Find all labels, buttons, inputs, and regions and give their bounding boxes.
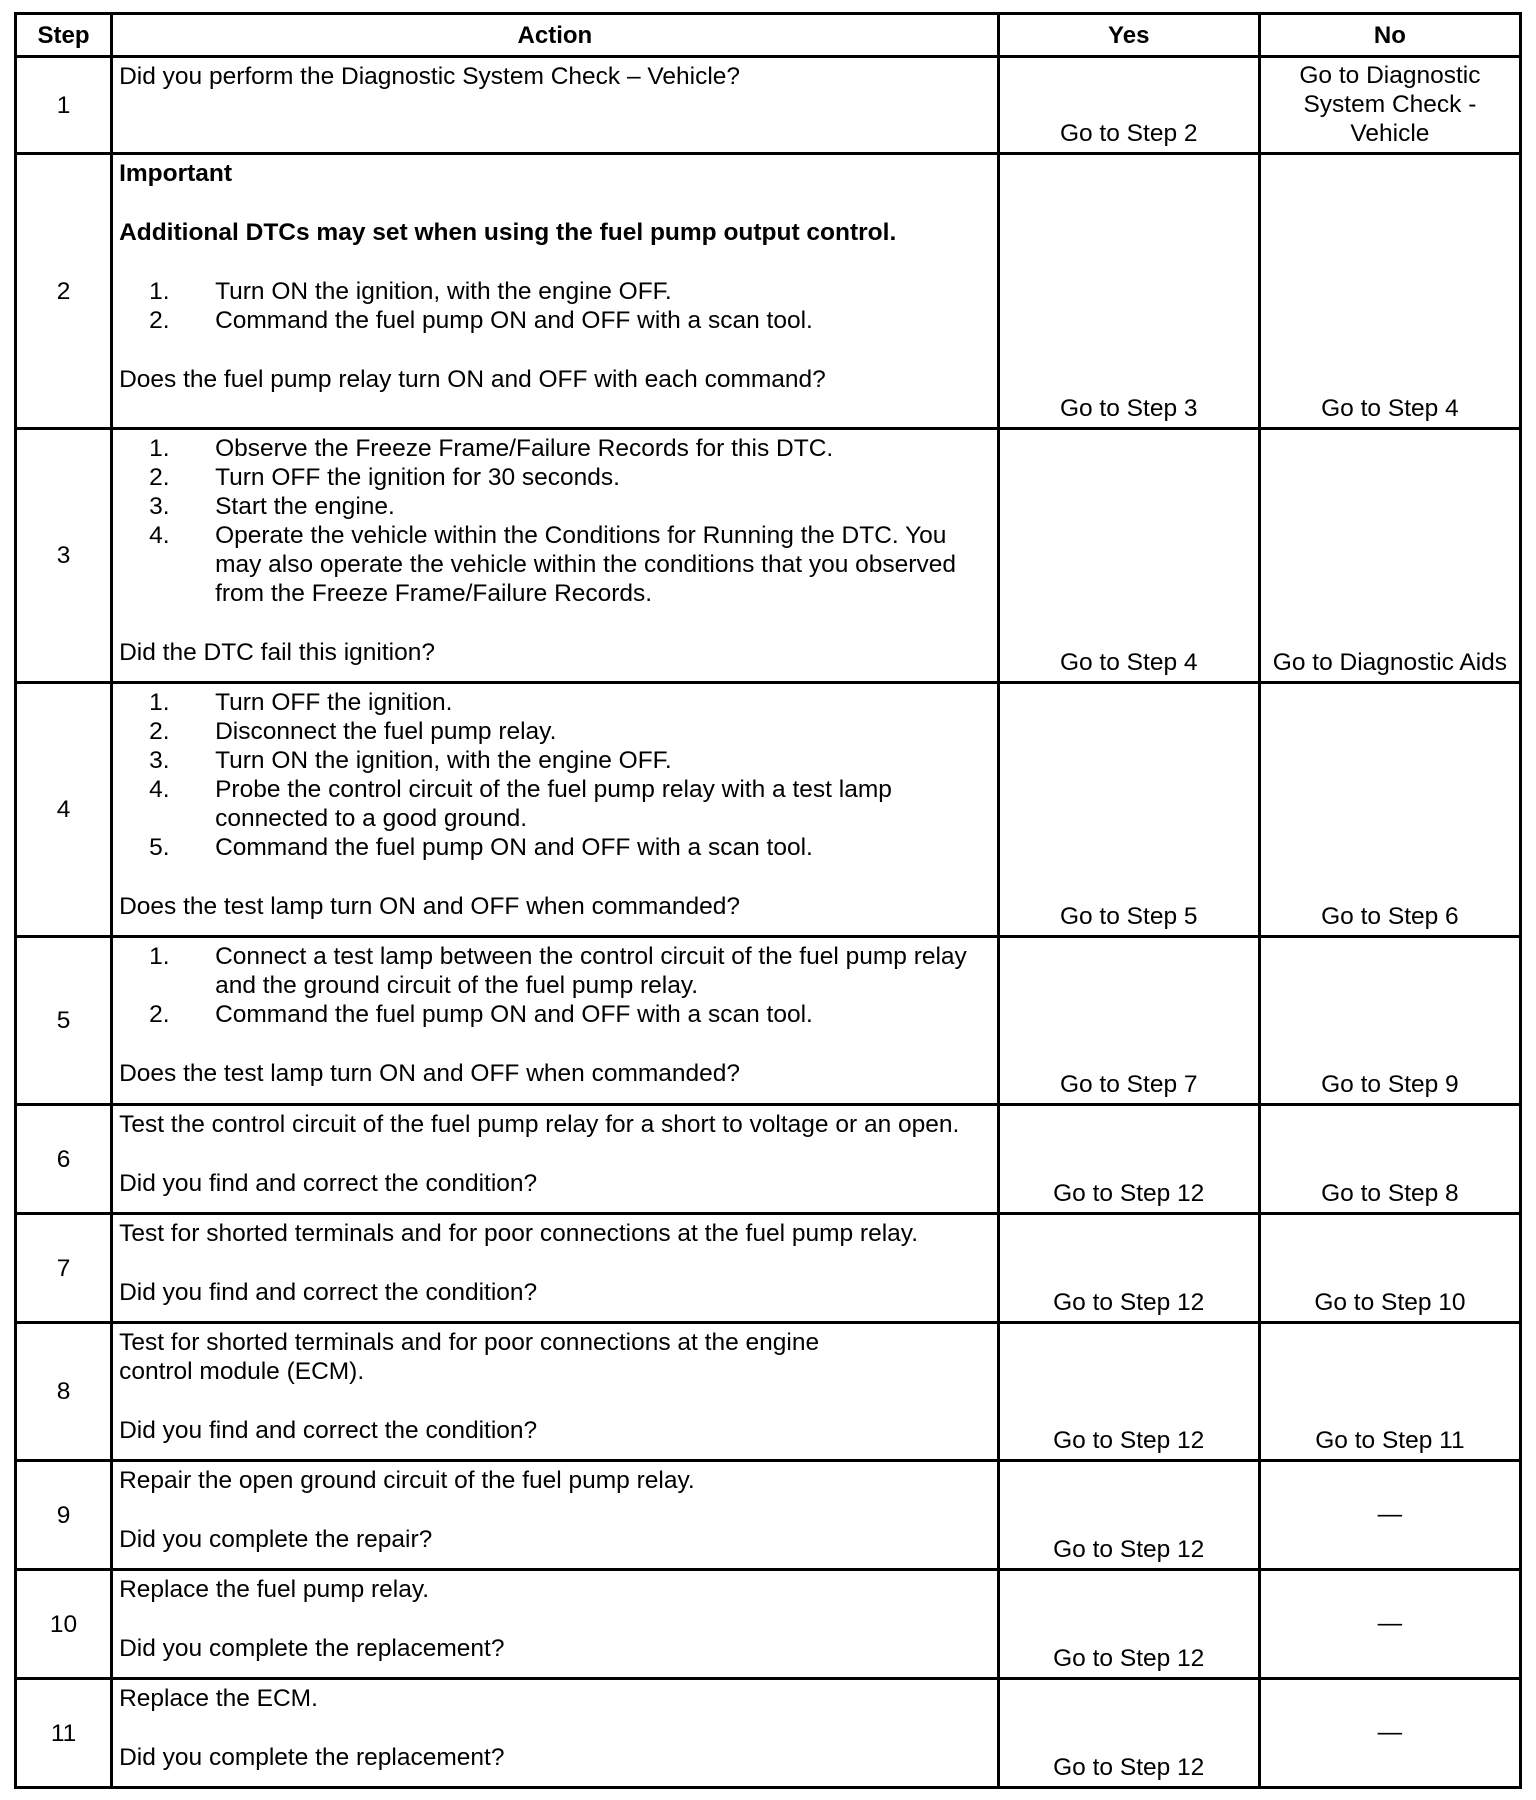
list-item: 1. Observe the Freeze Frame/Failure Records for this DTC.	[149, 435, 834, 462]
important-text: Additional DTCs may set when using the fuel pump output control.	[119, 219, 897, 246]
action-cell	[112, 1679, 999, 1788]
instruction-text: Test the control circuit of the fuel pump relay for a short to voltage or an open.	[119, 1111, 960, 1138]
action-cell	[112, 154, 999, 429]
question-text: Does the test lamp turn ON and OFF when commanded?	[119, 893, 741, 920]
step-number: 2	[16, 154, 112, 429]
header-row	[16, 14, 1521, 57]
instruction-text: Repair the open ground circuit of the fuel pump relay.	[119, 1467, 695, 1494]
table-row	[16, 429, 1521, 683]
question-text: Does the test lamp turn ON and OFF when commanded?	[119, 1060, 741, 1087]
yes-cell: Go to Step 12	[998, 1214, 1259, 1323]
table-row	[16, 1461, 1521, 1570]
yes-cell: Go to Step 4	[998, 429, 1259, 683]
table-row	[16, 1214, 1521, 1323]
table-row	[16, 1323, 1521, 1461]
list-item: 2. Command the fuel pump ON and OFF with a scan tool.	[149, 307, 813, 334]
no-cell: —	[1259, 1679, 1520, 1788]
no-cell: Go to Step 8	[1259, 1105, 1520, 1214]
yes-cell: Go to Step 12	[998, 1105, 1259, 1214]
no-cell: Go to Step 11	[1259, 1323, 1520, 1461]
no-cell: —	[1259, 1570, 1520, 1679]
yes-cell: Go to Step 12	[998, 1461, 1259, 1570]
table-row	[16, 1679, 1521, 1788]
yes-cell: Go to Step 7	[998, 937, 1259, 1105]
yes-cell: Go to Step 12	[998, 1679, 1259, 1788]
list-item: 2. Turn OFF the ignition for 30 seconds.	[149, 464, 620, 491]
step-number: 10	[16, 1570, 112, 1679]
list-item: 1. Turn ON the ignition, with the engine OFF.	[149, 278, 672, 305]
question-text: Did you complete the replacement?	[119, 1635, 505, 1662]
header-step: Step	[16, 14, 112, 57]
step-number: 7	[16, 1214, 112, 1323]
action-cell	[112, 57, 999, 154]
instruction-list	[119, 277, 993, 335]
yes-cell: Go to Step 12	[998, 1570, 1259, 1679]
list-item: 1. Turn OFF the ignition.	[149, 689, 453, 716]
no-cell: Go to Diagnostic System Check - Vehicle	[1259, 57, 1520, 154]
table-row	[16, 57, 1521, 154]
list-item: 4. Probe the control circuit of the fuel pump relay with a test lamp connected to a good ground.	[149, 776, 892, 832]
no-cell: Go to Step 10	[1259, 1214, 1520, 1323]
list-item: 5. Command the fuel pump ON and OFF with a scan tool.	[149, 834, 813, 861]
no-cell: Go to Step 6	[1259, 683, 1520, 937]
action-cell	[112, 937, 999, 1105]
list-item: 4. Operate the vehicle within the Conditions for Running the DTC. You may also operate the vehicle within the conditions that you observed from the Freeze Frame/Failure Records.	[149, 522, 956, 607]
yes-cell: Go to Step 3	[998, 154, 1259, 429]
instruction-text: Replace the ECM.	[119, 1685, 318, 1712]
list-item: 3. Turn ON the ignition, with the engine OFF.	[149, 747, 672, 774]
table-row	[16, 683, 1521, 937]
question-text: Did you complete the replacement?	[119, 1744, 505, 1771]
action-cell	[112, 1570, 999, 1679]
instruction-text: Test for shorted terminals and for poor connections at the fuel pump relay.	[119, 1220, 919, 1247]
step-number: 8	[16, 1323, 112, 1461]
header-yes: Yes	[998, 14, 1259, 57]
no-cell: Go to Diagnostic Aids	[1259, 429, 1520, 683]
instruction-text: Test for shorted terminals and for poor connections at the engine control module (ECM).	[119, 1329, 820, 1385]
question-text: Does the fuel pump relay turn ON and OFF with each command?	[119, 366, 826, 393]
no-cell: Go to Step 9	[1259, 937, 1520, 1105]
question-text: Did you perform the Diagnostic System Check – Vehicle?	[119, 63, 741, 90]
list-item: 2. Disconnect the fuel pump relay.	[149, 718, 557, 745]
question-text: Did the DTC fail this ignition?	[119, 639, 435, 666]
step-number: 11	[16, 1679, 112, 1788]
instruction-list	[119, 942, 993, 1029]
action-cell	[112, 1461, 999, 1570]
action-cell	[112, 429, 999, 683]
no-cell: Go to Step 4	[1259, 154, 1520, 429]
important-label: Important	[119, 160, 233, 187]
table-row	[16, 1570, 1521, 1679]
instruction-list	[119, 688, 993, 862]
action-cell	[112, 1323, 999, 1461]
step-number: 9	[16, 1461, 112, 1570]
list-item: 1. Connect a test lamp between the control circuit of the fuel pump relay and the ground circuit of the fuel pump relay.	[149, 943, 967, 999]
table-row	[16, 1105, 1521, 1214]
question-text: Did you find and correct the condition?	[119, 1170, 538, 1197]
yes-cell: Go to Step 2	[998, 57, 1259, 154]
yes-cell: Go to Step 5	[998, 683, 1259, 937]
step-number: 5	[16, 937, 112, 1105]
diagnostic-table	[14, 12, 1522, 1789]
instruction-list	[119, 434, 993, 608]
action-cell	[112, 1105, 999, 1214]
action-cell	[112, 683, 999, 937]
step-number: 4	[16, 683, 112, 937]
step-number: 3	[16, 429, 112, 683]
instruction-text: Replace the fuel pump relay.	[119, 1576, 430, 1603]
question-text: Did you complete the repair?	[119, 1526, 433, 1553]
table-row	[16, 937, 1521, 1105]
step-number: 1	[16, 57, 112, 154]
step-number: 6	[16, 1105, 112, 1214]
question-text: Did you find and correct the condition?	[119, 1417, 538, 1444]
question-text: Did you find and correct the condition?	[119, 1279, 538, 1306]
yes-cell: Go to Step 12	[998, 1323, 1259, 1461]
list-item: 2. Command the fuel pump ON and OFF with a scan tool.	[149, 1001, 813, 1028]
action-cell	[112, 1214, 999, 1323]
header-no: No	[1259, 14, 1520, 57]
no-cell: —	[1259, 1461, 1520, 1570]
header-action: Action	[112, 14, 999, 57]
table-row	[16, 154, 1521, 429]
list-item: 3. Start the engine.	[149, 493, 395, 520]
